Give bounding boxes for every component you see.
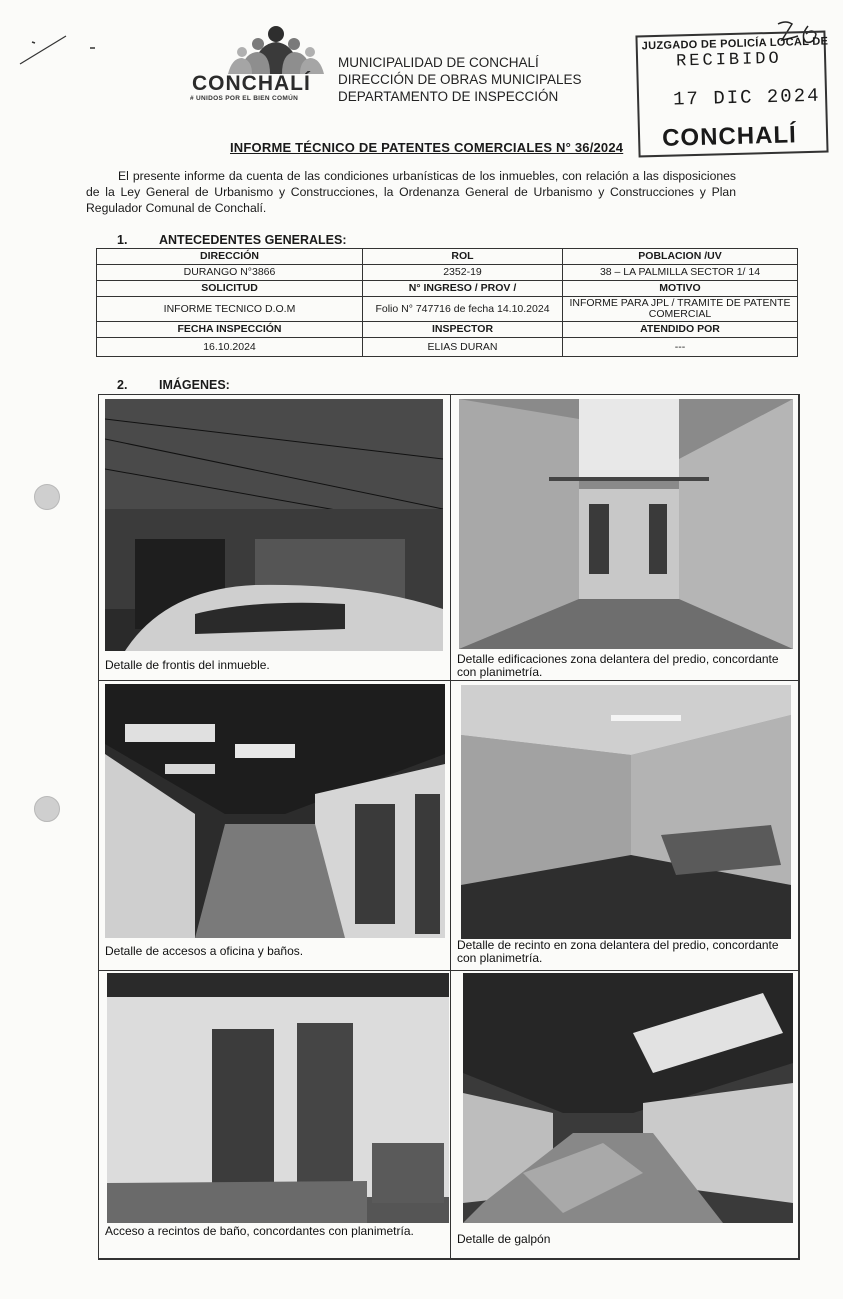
image-cell-1 [99, 395, 451, 681]
image-caption: Detalle de recinto en zona delantera del predio, concordante con planimetría. [457, 938, 779, 965]
table-header: INSPECTOR [363, 322, 563, 338]
images-grid [98, 394, 800, 1260]
org-line-1: MUNICIPALIDAD DE CONCHALÍ [338, 55, 539, 70]
table-row [97, 297, 798, 322]
org-line-3: DEPARTAMENTO DE INSPECCIÓN [338, 89, 559, 104]
image-cell-2 [451, 395, 799, 681]
stamp-date: 17 DIC 2024 [672, 84, 821, 111]
table-header: POBLACION /UV [563, 249, 798, 265]
image-cell-4 [451, 681, 799, 971]
stamp-court: JUZGADO DE POLICÍA LOCAL DE [641, 35, 829, 53]
table-row [97, 265, 798, 281]
photo-front-room [461, 685, 791, 939]
organization-block [338, 54, 582, 105]
table-header: MOTIVO [563, 281, 798, 297]
table-row [97, 338, 798, 357]
image-caption: Detalle de accesos a oficina y baños. [105, 944, 304, 958]
table-cell: DURANGO N°3866 [97, 265, 363, 281]
received-stamp [635, 31, 828, 158]
table-cell: 2352-19 [363, 265, 563, 281]
logo-tagline: # UNIDOS POR EL BIEN COMÚN [190, 95, 299, 102]
section-2-heading [117, 378, 230, 392]
photo-front-buildings [459, 399, 793, 649]
image-caption: Detalle edificaciones zona delantera del predio, concordante con planimetría. [457, 652, 779, 679]
photo-facade [105, 399, 443, 651]
org-line-2: DIRECCIÓN DE OBRAS MUNICIPALES [338, 72, 582, 87]
section-1-heading [117, 233, 347, 247]
table-header: N° INGRESO / PROV / [363, 281, 563, 297]
table-header: ATENDIDO POR [563, 322, 798, 338]
table-cell: 38 – LA PALMILLA SECTOR 1/ 14 [563, 265, 798, 281]
logo-wordmark: CONCHALÍ [192, 72, 311, 95]
photo-office-access [105, 684, 445, 938]
table-cell: INFORME TECNICO D.O.M [97, 297, 363, 322]
section-2-number: 2. [117, 378, 128, 392]
stamp-received: RECIBIDO [675, 49, 782, 72]
section-1-number: 1. [117, 233, 128, 247]
table-header: DIRECCIÓN [97, 249, 363, 265]
table-row [97, 322, 798, 338]
image-caption: Detalle de frontis del inmueble. [105, 658, 270, 672]
table-header: FECHA INSPECCIÓN [97, 322, 363, 338]
image-cell-6 [451, 971, 799, 1259]
stamp-commune: CONCHALÍ [661, 121, 798, 152]
punch-hole [34, 796, 60, 822]
image-caption: Detalle de galpón [457, 1232, 551, 1246]
table-cell: 16.10.2024 [97, 338, 363, 357]
intro-paragraph: El presente informe da cuenta de las condiciones urbanísticas de los inmuebles, con relación a las disposiciones de la Ley General de Urbanismo y Construcciones, la Ordenanza General de Urbanismo y Construcciones y Plan Regulador Comunal de Conchalí. [86, 169, 736, 215]
table-row [97, 249, 798, 265]
photo-bathroom-access [107, 973, 449, 1223]
table-cell: Folio N° 747716 de fecha 14.10.2024 [363, 297, 563, 322]
municipal-logo-icon [222, 24, 330, 74]
table-cell: ELIAS DURAN [363, 338, 563, 357]
photo-warehouse [463, 973, 793, 1223]
document-title: INFORME TÉCNICO DE PATENTES COMERCIALES N° 36/2024 [230, 140, 624, 155]
image-cell-5 [99, 971, 451, 1259]
section-2-title: IMÁGENES: [159, 378, 230, 392]
table-row [97, 281, 798, 297]
image-cell-3 [99, 681, 451, 971]
margin-scribble [18, 28, 108, 68]
section-1-title: ANTECEDENTES GENERALES: [159, 233, 347, 247]
table-cell: --- [563, 338, 798, 357]
punch-hole [34, 484, 60, 510]
table-header: ROL [363, 249, 563, 265]
general-info-table [96, 248, 798, 357]
image-caption: Acceso a recintos de baño, concordantes con planimetría. [105, 1224, 414, 1238]
table-header: SOLICITUD [97, 281, 363, 297]
table-cell: INFORME PARA JPL / TRAMITE DE PATENTE COMERCIAL [563, 297, 798, 322]
